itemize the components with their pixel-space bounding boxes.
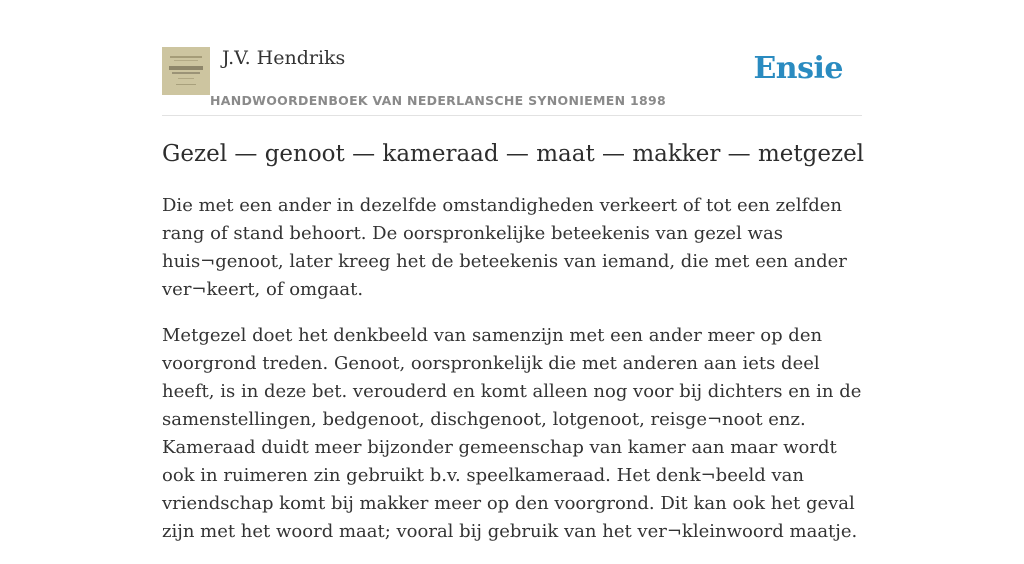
author-name[interactable]: J.V. Hendriks [222, 47, 346, 69]
author-avatar[interactable] [162, 47, 210, 95]
article-page [162, 0, 865, 542]
book-cover-icon [162, 47, 210, 95]
article-paragraph: Metgezel doet het denkbeeld van samenzijn met een ander meer op den voorgrond treden. Genoot, oorspronkelijk die met anderen aan iets deel heeft, is in deze bet. verouderd en komt alleen nog voor bij dichters en in de samenstellingen, bedgenoot, dischgenoot, lotgenoot, reisge¬noot enz. Kameraad duidt meer bijzonder gemeenschap van kamer aan maar wordt ook in ruimeren zin gebruikt b.v. speelkameraad. Het denk¬beeld van vriendschap komt bij makker meer op den voorgrond. Dit kan ook het geval zijn met het woord maat; vooral bij gebruik van het ver¬kleinwoord maatje. [162, 325, 862, 542]
ensie-logo[interactable]: Ensie [753, 51, 843, 86]
source-title[interactable]: HANDWOORDENBOEK VAN NEDERLANSCHE SYNONIEMEN 1898 [210, 93, 667, 108]
article-paragraph: Die met een ander in dezelfde omstandigheden verkeert of tot een zelfden rang of stand behoort. De oorspronkelijke beteekenis van gezel was huis¬genoot, later kreeg het de beteekenis van iemand, die met een ander ver¬keert, of omgaat. [162, 195, 847, 300]
header-divider [162, 115, 862, 116]
article-body [162, 192, 862, 564]
page-title: Gezel — genoot — kameraad — maat — makker — metgezel [162, 141, 865, 167]
